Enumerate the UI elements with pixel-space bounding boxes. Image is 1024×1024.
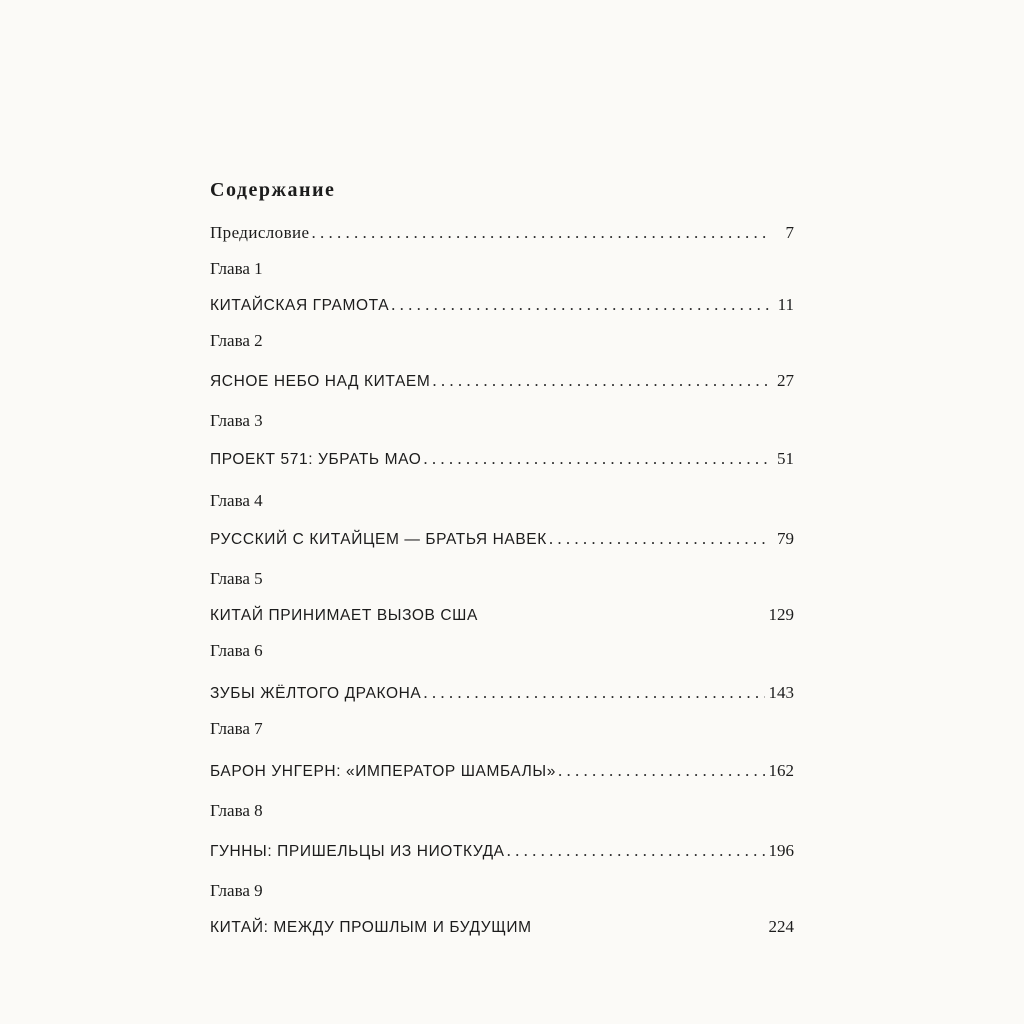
dot-leader	[391, 292, 770, 318]
chapter-label: Глава 2	[210, 331, 263, 350]
chapter-label: Глава 8	[210, 801, 263, 820]
toc-entry-page: 196	[768, 841, 794, 860]
dot-leader	[549, 526, 770, 552]
toc-entry-title: Предисловие	[210, 223, 310, 242]
toc-entry-chapter-6	[210, 680, 794, 706]
toc-entry-title: КИТАЙСКАЯ ГРАМОТА	[210, 297, 390, 314]
toc-entry-page: 143	[768, 683, 794, 702]
toc-entry-page: 162	[768, 761, 794, 780]
chapter-label: Глава 9	[210, 881, 263, 900]
toc-entry-chapter-8	[210, 838, 794, 864]
chapter-label: Глава 4	[210, 491, 263, 510]
toc-entry-title: ЯСНОЕ НЕБО НАД КИТАЕМ	[210, 373, 431, 390]
toc-entry-page: 11	[777, 295, 794, 314]
toc-entry-page: 27	[777, 371, 794, 390]
toc-entry-chapter-3	[210, 446, 794, 472]
toc-entry-chapter-7	[210, 758, 794, 784]
toc-entry-title: ГУННЫ: ПРИШЕЛЬЦЫ ИЗ НИОТКУДА	[210, 843, 505, 860]
dot-leader	[311, 220, 770, 246]
chapter-label: Глава 3	[210, 411, 263, 430]
toc-entry-page: 51	[777, 449, 794, 468]
chapter-label: Глава 5	[210, 569, 263, 588]
toc-entry-page: 224	[768, 917, 794, 936]
toc-entry-title: РУССКИЙ С КИТАЙЦЕМ — БРАТЬЯ НАВЕК	[210, 531, 547, 548]
toc-entry-chapter-1	[210, 292, 794, 318]
toc-entry-page: 129	[768, 605, 794, 624]
toc-entry-title: КИТАЙ: МЕЖДУ ПРОШЛЫМ И БУДУЩИМ	[210, 919, 532, 936]
toc-entry-chapter-9	[210, 914, 794, 940]
toc-entry-preface	[210, 220, 794, 246]
toc-entry-chapter-2	[210, 368, 794, 394]
toc-entry-chapter-4	[210, 526, 794, 552]
dot-leader	[507, 838, 765, 864]
toc-entry-title: ПРОЕКТ 571: УБРАТЬ МАО	[210, 451, 422, 468]
toc-heading: Содержание	[210, 179, 336, 201]
chapter-label: Глава 7	[210, 719, 263, 738]
toc-entry-title: БАРОН УНГЕРН: «ИМПЕРАТОР ШАМБАЛЫ»	[210, 763, 556, 780]
table-of-contents	[210, 178, 794, 936]
toc-entry-title: КИТАЙ ПРИНИМАЕТ ВЫЗОВ США	[210, 607, 478, 624]
chapter-label: Глава 6	[210, 641, 263, 660]
dot-leader	[432, 368, 770, 394]
toc-entry-title: ЗУБЫ ЖЁЛТОГО ДРАКОНА	[210, 685, 422, 702]
chapter-label: Глава 1	[210, 259, 263, 278]
dot-leader	[558, 758, 765, 784]
dot-leader	[423, 446, 770, 472]
toc-entry-chapter-5	[210, 602, 794, 628]
toc-entry-page: 79	[777, 529, 794, 548]
dot-leader	[423, 680, 764, 706]
toc-entry-page: 7	[785, 223, 794, 242]
